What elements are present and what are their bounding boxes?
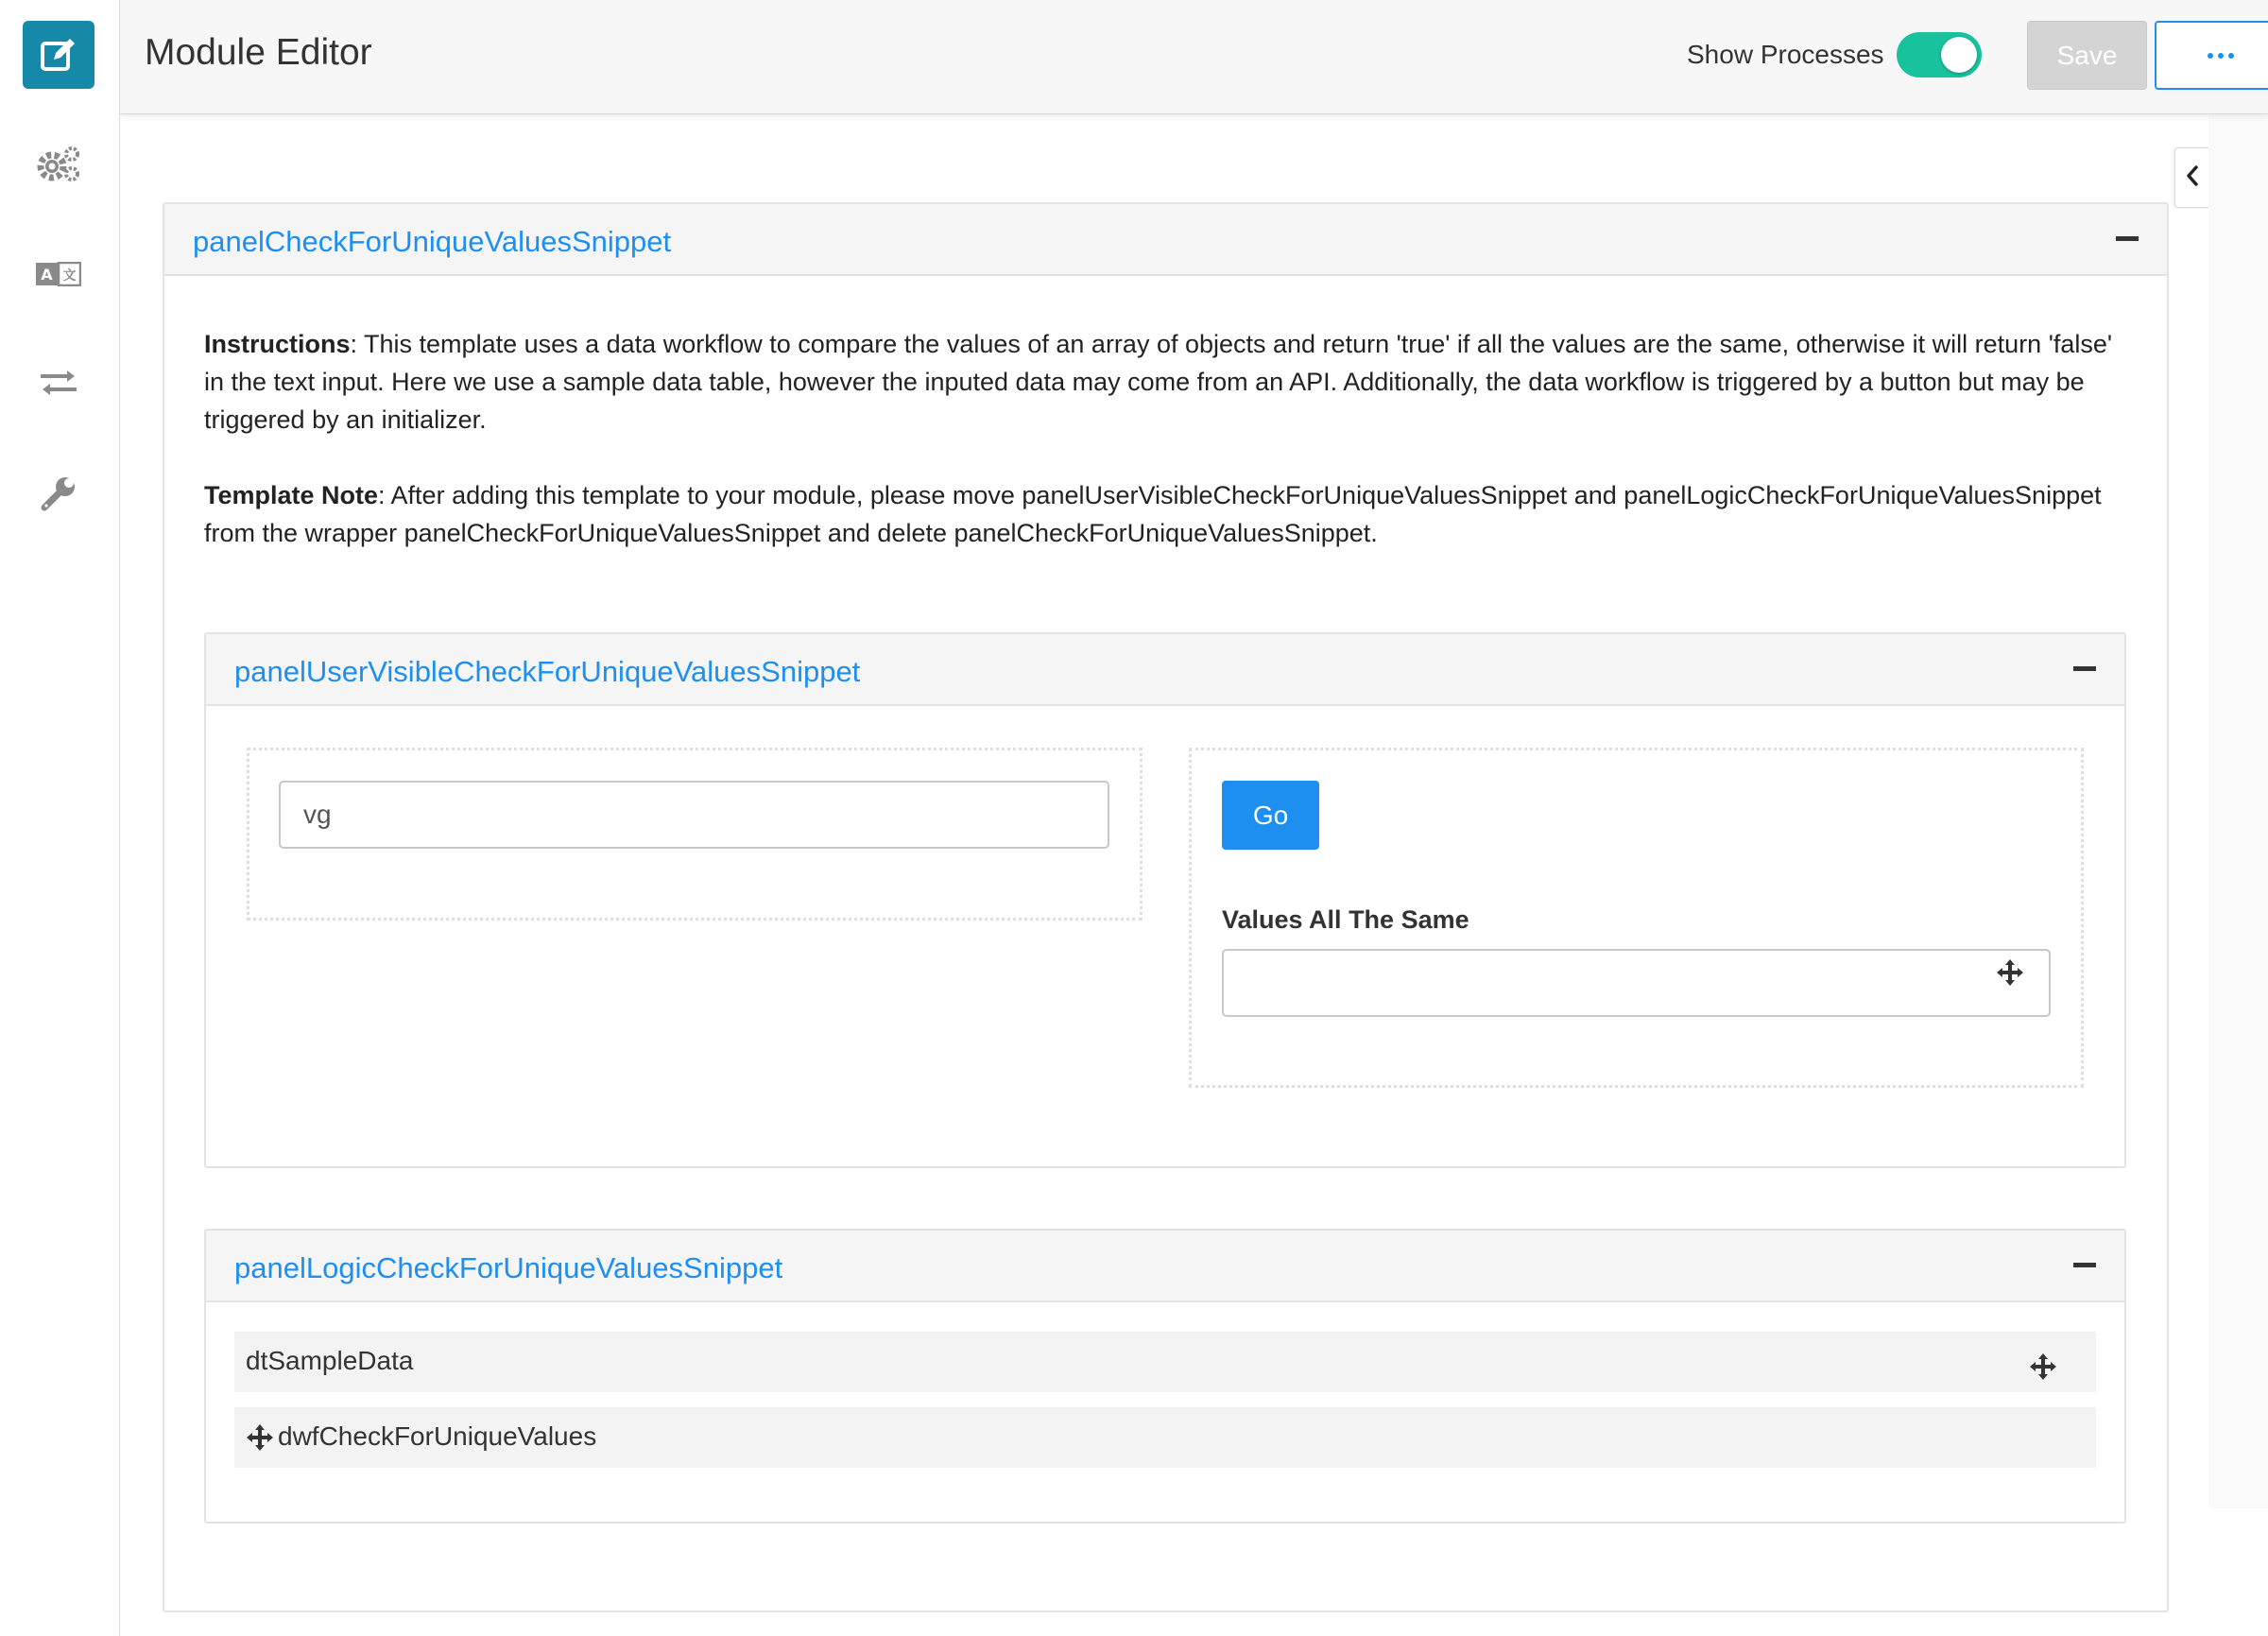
move-icon[interactable] — [1996, 958, 2024, 991]
edit-icon — [39, 35, 78, 75]
chevron-left-icon — [2185, 164, 2200, 192]
page-title: Module Editor — [145, 32, 372, 73]
instructions-label: Instructions — [204, 330, 351, 358]
panel-header[interactable] — [164, 204, 2167, 276]
logic-item-label: dwfCheckForUniqueValues — [278, 1421, 597, 1451]
go-button[interactable]: Go — [1222, 781, 1319, 850]
values-all-same-label: Values All The Same — [1222, 905, 1469, 934]
logic-item-label: dtSampleData — [246, 1346, 414, 1375]
ellipsis-icon — [2208, 53, 2234, 59]
save-button[interactable]: Save — [2027, 21, 2147, 90]
move-icon[interactable] — [2029, 1352, 2057, 1387]
sidebar-item-translations[interactable] — [23, 240, 94, 308]
transfer-arrows-icon — [39, 369, 78, 397]
sidebar-item-data-transfer[interactable] — [23, 349, 94, 417]
panel-title: panelUserVisibleCheckForUniqueValuesSnippet — [234, 655, 861, 688]
instructions-body: : This template uses a data workflow to compare the values of an array of objects and return 'true' if all the values are the same, otherwise it will return 'false' in the text input. Here we use a sample data table, however the inputed data may come from an API. Additionally, the data workflow is triggered by a button but may be triggered by an initializer. — [204, 330, 2113, 434]
sidebar-item-module-editor[interactable] — [23, 21, 94, 89]
logic-item-data-workflow[interactable] — [234, 1407, 2096, 1468]
more-options-button[interactable] — [2155, 21, 2268, 90]
svg-text:文: 文 — [62, 268, 77, 284]
template-note-label: Template Note — [204, 481, 379, 509]
instructions-text — [204, 325, 2113, 552]
collapse-minus-icon[interactable] — [2073, 1263, 2096, 1267]
translate-icon — [36, 262, 81, 286]
collapse-minus-icon[interactable] — [2116, 236, 2139, 241]
wrench-icon — [40, 474, 77, 512]
logic-item-data-table[interactable] — [234, 1332, 2096, 1392]
collapse-panel-toggle[interactable] — [2174, 147, 2208, 208]
gears-icon — [35, 144, 82, 183]
panel-header[interactable] — [206, 1231, 2124, 1302]
panel-title: panelLogicCheckForUniqueValuesSnippet — [234, 1251, 783, 1284]
sidebar-item-settings[interactable] — [23, 129, 94, 198]
sidebar-item-tools[interactable] — [23, 459, 94, 527]
show-processes-label: Show Processes — [1687, 40, 1884, 69]
panel-header[interactable] — [206, 634, 2124, 706]
text-input-vg[interactable]: vg — [279, 781, 1109, 849]
move-icon[interactable] — [246, 1423, 274, 1458]
panel-title: panelCheckForUniqueValuesSnippet — [193, 225, 672, 258]
top-header — [120, 0, 2268, 114]
template-note-body: : After adding this template to your module, please move panelUserVisibleCheckForUniqueValuesSnippet and panelLogicCheckForUniqueValuesSnippet from the wrapper panelCheckForUniqueValuesSnippet and delete panelCheckForUniqueValuesSnippet. — [204, 481, 2102, 547]
toggle-knob — [1941, 37, 1977, 73]
collapse-minus-icon[interactable] — [2073, 666, 2096, 671]
values-all-same-input[interactable] — [1222, 949, 2051, 1017]
left-sidebar — [0, 0, 120, 1636]
svg-text:A: A — [41, 266, 53, 284]
show-processes-toggle[interactable] — [1897, 32, 1982, 77]
